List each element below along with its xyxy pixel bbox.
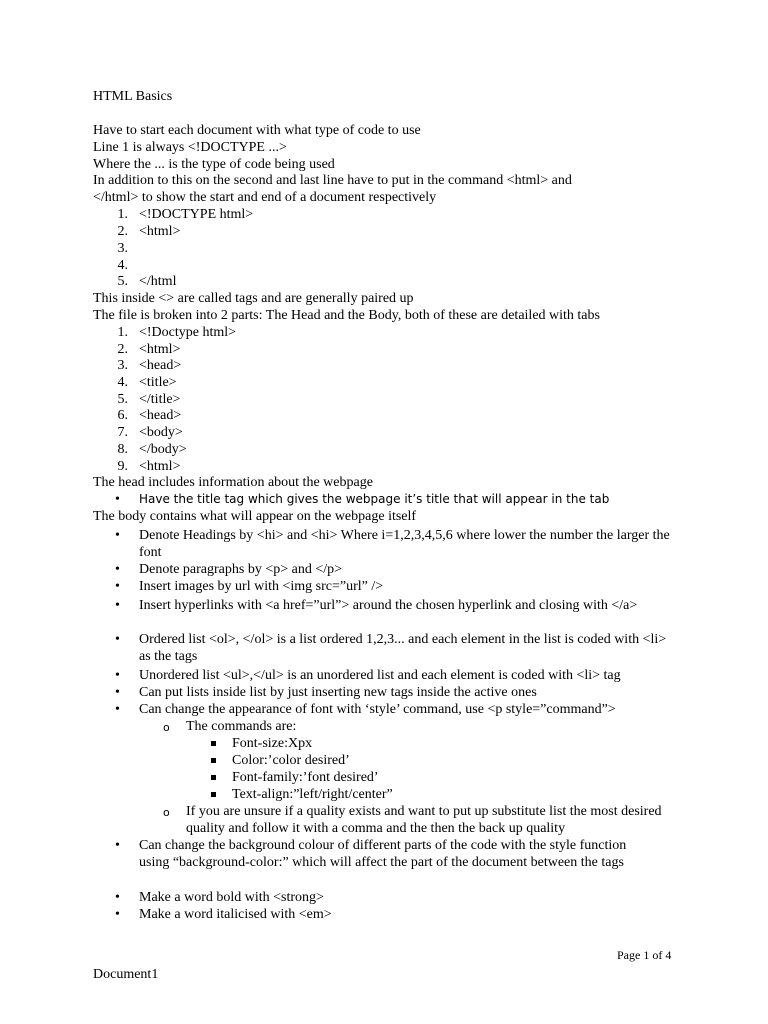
list-number: 9. bbox=[117, 459, 128, 474]
bullet-icon bbox=[115, 684, 120, 701]
doc-title: HTML Basics bbox=[93, 89, 173, 104]
paragraph-tags: This inside <> are called tags and are generally paired up bbox=[93, 291, 414, 306]
list-number: 2. bbox=[117, 224, 128, 239]
list-item: <html> bbox=[139, 342, 181, 357]
bullet-item: Ordered list <ol>, </ol> is a list ordered 1,2,3... and each element in the list is coded with <li> as the tags bbox=[139, 632, 667, 664]
paragraph-parts: The file is broken into 2 parts: The Head and the Body, both of these are detailed with tabs bbox=[93, 308, 600, 323]
list-number: 1. bbox=[117, 325, 128, 340]
bullet-icon bbox=[115, 667, 120, 684]
paragraph-body: The body contains what will appear on the webpage itself bbox=[93, 509, 417, 524]
square-bullet-icon bbox=[211, 775, 216, 780]
list-item: <body> bbox=[139, 425, 183, 440]
list-item: <head> bbox=[139, 358, 182, 373]
list-item: <!DOCTYPE html> bbox=[139, 207, 254, 222]
square-bullet-icon bbox=[211, 792, 216, 797]
sub-bullet-item: The commands are: bbox=[186, 719, 297, 734]
list-number: 1. bbox=[117, 207, 128, 222]
list-item: </html bbox=[139, 274, 177, 289]
list-number: 4. bbox=[117, 375, 128, 390]
bullet-item: Can change the appearance of font with ‘style’ command, use <p style=”command”> bbox=[139, 702, 616, 717]
bullet-icon bbox=[115, 889, 120, 906]
list-item: </body> bbox=[139, 442, 187, 457]
list-item: <!Doctype html> bbox=[139, 325, 237, 340]
bullet-icon bbox=[115, 631, 120, 648]
intro-line: In addition to this on the second and last line have to put in the command <html> and bbox=[93, 173, 572, 188]
bullet-item: Denote paragraphs by <p> and </p> bbox=[139, 562, 343, 577]
intro-line: </html> to show the start and end of a document respectively bbox=[93, 190, 437, 205]
bullet-item: Insert images by url with <img src=”url” /> bbox=[139, 579, 384, 594]
list-item: <html> bbox=[139, 224, 181, 239]
bullet-item: Denote Headings by <hi> and <hi> Where i=1,2,3,4,5,6 where lower the number the larger the font bbox=[139, 528, 670, 560]
bullet-icon bbox=[115, 491, 120, 508]
bullet-icon bbox=[115, 578, 120, 595]
bullet-item: Insert hyperlinks with <a href=”url”> around the chosen hyperlink and closing with </a> bbox=[139, 598, 638, 613]
list-item: <html> bbox=[139, 459, 181, 474]
intro-line: Have to start each document with what type of code to use bbox=[93, 123, 421, 138]
list-number: 4. bbox=[117, 258, 128, 273]
list-item: <head> bbox=[139, 408, 182, 423]
sub-sub-item: Font-size:Xpx bbox=[232, 736, 313, 751]
document-name: Document1 bbox=[93, 967, 159, 982]
circle-bullet-icon: o bbox=[163, 806, 170, 819]
bullet-icon bbox=[115, 837, 120, 854]
list-number: 3. bbox=[117, 358, 128, 373]
bullet-item: Can put lists inside list by just inserting new tags inside the active ones bbox=[139, 685, 537, 700]
list-item: <title> bbox=[139, 375, 177, 390]
bullet-icon bbox=[115, 597, 120, 614]
bullet-item: Make a word italicised with <em> bbox=[139, 907, 332, 922]
list-number: 8. bbox=[117, 442, 128, 457]
sub-sub-item: Text-align:”left/right/center” bbox=[232, 787, 393, 802]
list-number: 2. bbox=[117, 342, 128, 357]
bullet-icon bbox=[115, 701, 120, 718]
sub-bullet-item: If you are unsure if a quality exists and want to put up substitute list the most desired quality and follow it with a comma and the then the back up quality bbox=[186, 804, 662, 836]
bullet-item: Unordered list <ul>,</ul> is an unordered list and each element is coded with <li> tag bbox=[139, 668, 621, 683]
square-bullet-icon bbox=[211, 741, 216, 746]
list-number: 5. bbox=[117, 392, 128, 407]
sub-sub-item: Color:’color desired’ bbox=[232, 753, 350, 768]
bullet-icon bbox=[115, 527, 120, 544]
bullet-icon bbox=[115, 906, 120, 923]
paragraph-head: The head includes information about the webpage bbox=[93, 475, 373, 490]
circle-bullet-icon: o bbox=[163, 721, 170, 734]
list-number: 7. bbox=[117, 425, 128, 440]
bullet-icon bbox=[115, 561, 120, 578]
list-item: </title> bbox=[139, 392, 181, 407]
list-number: 3. bbox=[117, 241, 128, 256]
square-bullet-icon bbox=[211, 758, 216, 763]
list-number: 5. bbox=[117, 274, 128, 289]
list-number: 6. bbox=[117, 408, 128, 423]
intro-line: Where the ... is the type of code being used bbox=[93, 157, 335, 172]
page-number: Page 1 of 4 bbox=[617, 948, 672, 962]
sub-sub-item: Font-family:’font desired’ bbox=[232, 770, 379, 785]
bullet-item: Can change the background colour of different parts of the code with the style function using “background-color:” which will affect the part of the document between the tags bbox=[139, 838, 627, 870]
bullet-item: Have the title tag which gives the webpage it’s title that will appear in the tab bbox=[139, 492, 610, 506]
intro-line: Line 1 is always <!DOCTYPE ...> bbox=[93, 140, 287, 155]
bullet-item: Make a word bold with <strong> bbox=[139, 890, 324, 905]
